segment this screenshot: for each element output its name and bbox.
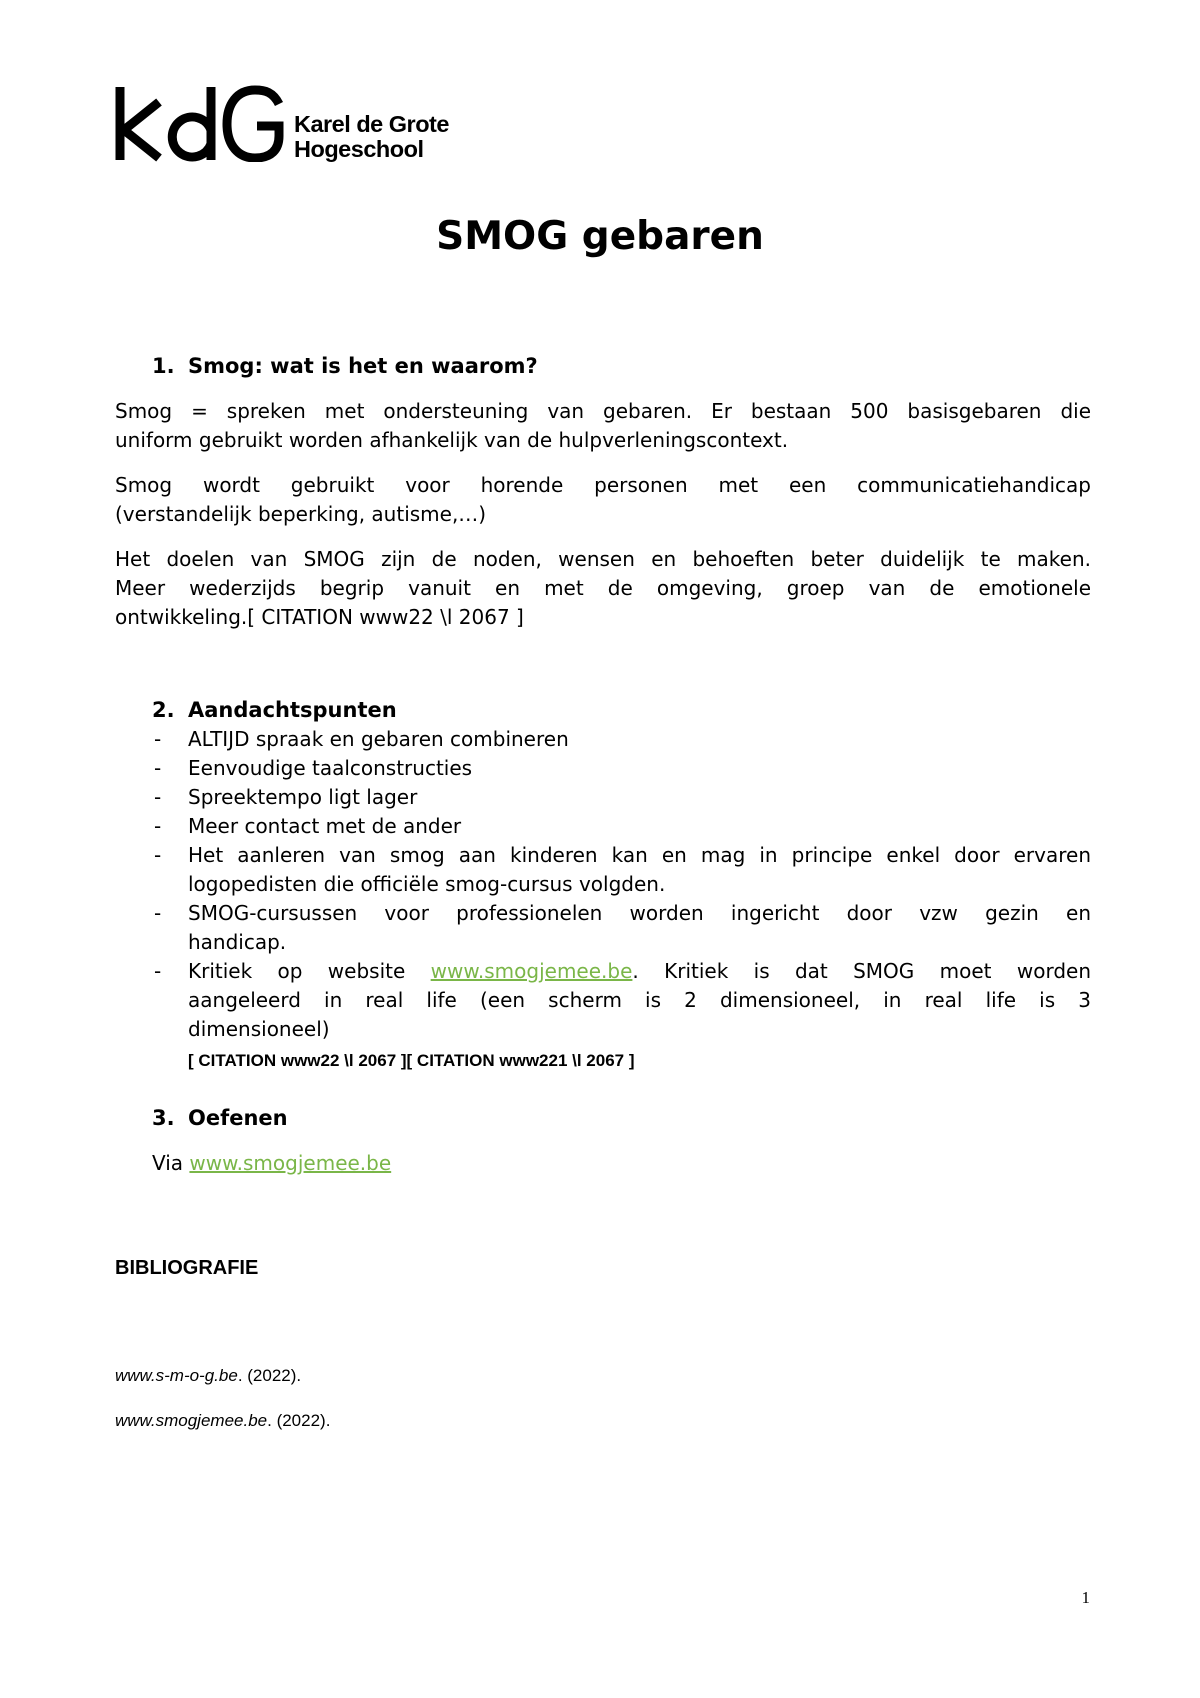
institution-name bbox=[294, 112, 449, 162]
list-item: - Spreektempo ligt lager bbox=[154, 785, 418, 809]
institution-name-line2: Hogeschool bbox=[294, 136, 424, 162]
paragraph-line: Meer wederzijds begrip vanuit en met de omgeving, groep van de emotionele bbox=[115, 576, 1091, 600]
paragraph-line: Smog = spreken met ondersteuning van gebaren. Er bestaan 500 basisgebaren die bbox=[115, 399, 1091, 423]
section3-number: 3. bbox=[152, 1106, 175, 1130]
section2-heading-text: Aandachtspunten bbox=[188, 698, 397, 722]
list-item: - Meer contact met de ander bbox=[154, 814, 462, 838]
list-item-text: Het aanleren van smog aan kinderen kan en mag in principe enkel door ervaren bbox=[188, 843, 1091, 867]
bibliography-entry bbox=[115, 1410, 330, 1432]
section3-heading bbox=[152, 1104, 288, 1133]
section1-heading bbox=[152, 352, 538, 381]
list-item-text: ALTIJD spraak en gebaren combineren bbox=[188, 727, 569, 751]
smogjemee-link[interactable]: www.smogjemee.be bbox=[430, 959, 633, 983]
paragraph-line: Het doelen van SMOG zijn de noden, wensen en behoeften beter duidelijk te maken. bbox=[115, 547, 1091, 571]
document-title: SMOG gebaren bbox=[436, 214, 764, 259]
list-item-text: dimensioneel) bbox=[188, 1017, 330, 1041]
citation-field: [ CITATION www22 \l 2067 ][ CITATION www221 \l 2067 ] bbox=[188, 1051, 635, 1070]
list-item-text: logopedisten die officiële smog-cursus volgden. bbox=[188, 872, 666, 896]
list-item: - Het aanleren van smog aan kinderen kan en mag in principe enkel door ervaren logopedisten die officiële smog-cursus volgden. bbox=[154, 843, 1091, 896]
list-item-text: aangeleerd in real life (een scherm is 2 dimensioneel, in real life is 3 bbox=[188, 988, 1091, 1012]
section1-paragraph-3 bbox=[115, 545, 1091, 632]
section3-heading-text: Oefenen bbox=[188, 1106, 288, 1130]
via-label: Via bbox=[152, 1151, 184, 1175]
section1-paragraph-2 bbox=[115, 471, 1091, 529]
list-item-text: handicap. bbox=[188, 930, 287, 954]
bibliography-year: . (2022). bbox=[267, 1411, 331, 1430]
bibliography-source: www.smogjemee.be bbox=[115, 1411, 268, 1430]
section2-heading bbox=[152, 696, 397, 725]
aandachtspunten-list bbox=[152, 725, 1091, 1044]
via-line bbox=[152, 1149, 391, 1178]
list-item-text: . Kritiek is dat SMOG moet worden bbox=[632, 959, 1092, 983]
list-item: - SMOG-cursussen voor professionelen worden ingericht door vzw gezin en handicap. bbox=[154, 901, 1091, 954]
list-item-line bbox=[188, 957, 1091, 986]
section1-number: 1. bbox=[152, 354, 175, 378]
smogjemee-link[interactable]: www.smogjemee.be bbox=[189, 1151, 392, 1175]
section1-heading-text: Smog: wat is het en waarom? bbox=[188, 354, 538, 378]
list-item: - Kritiek op website www.smogjemee.be. Kritiek is dat SMOG moet worden aangeleerd in real life (een scherm is 2 dimensioneel, in real life is 3 dimensioneel) bbox=[154, 959, 1092, 1041]
list-item-text: Spreektempo ligt lager bbox=[188, 785, 418, 809]
paragraph-line: Smog wordt gebruikt voor horende personen met een communicatiehandicap bbox=[115, 473, 1091, 497]
list-item: - Eenvoudige taalconstructies bbox=[154, 756, 473, 780]
institution-name-line1: Karel de Grote bbox=[294, 111, 449, 137]
section1-paragraph-1 bbox=[115, 397, 1091, 455]
list-item-text: Eenvoudige taalconstructies bbox=[188, 756, 473, 780]
list-item-text: Meer contact met de ander bbox=[188, 814, 462, 838]
paragraph-line: (verstandelijk beperking, autisme,…) bbox=[115, 502, 487, 526]
page-number: 1 bbox=[1081, 1588, 1090, 1607]
list-item: - ALTIJD spraak en gebaren combineren bbox=[154, 727, 569, 751]
section2-number: 2. bbox=[152, 698, 175, 722]
bibliography-entry bbox=[115, 1365, 301, 1387]
paragraph-line: ontwikkeling.[ CITATION www22 \l 2067 ] bbox=[115, 605, 524, 629]
bibliography-year: . (2022). bbox=[237, 1366, 302, 1385]
bibliography-source: www.s-m-o-g.be bbox=[115, 1366, 238, 1385]
list-item-text: Kritiek op website bbox=[188, 959, 406, 983]
list-item-text: SMOG-cursussen voor professionelen worden ingericht door vzw gezin en bbox=[188, 901, 1091, 925]
paragraph-line: uniform gebruikt worden afhankelijk van de hulpverleningscontext. bbox=[115, 428, 789, 452]
kdg-logo-mark bbox=[115, 84, 285, 162]
bibliography-heading: BIBLIOGRAFIE bbox=[115, 1257, 259, 1279]
